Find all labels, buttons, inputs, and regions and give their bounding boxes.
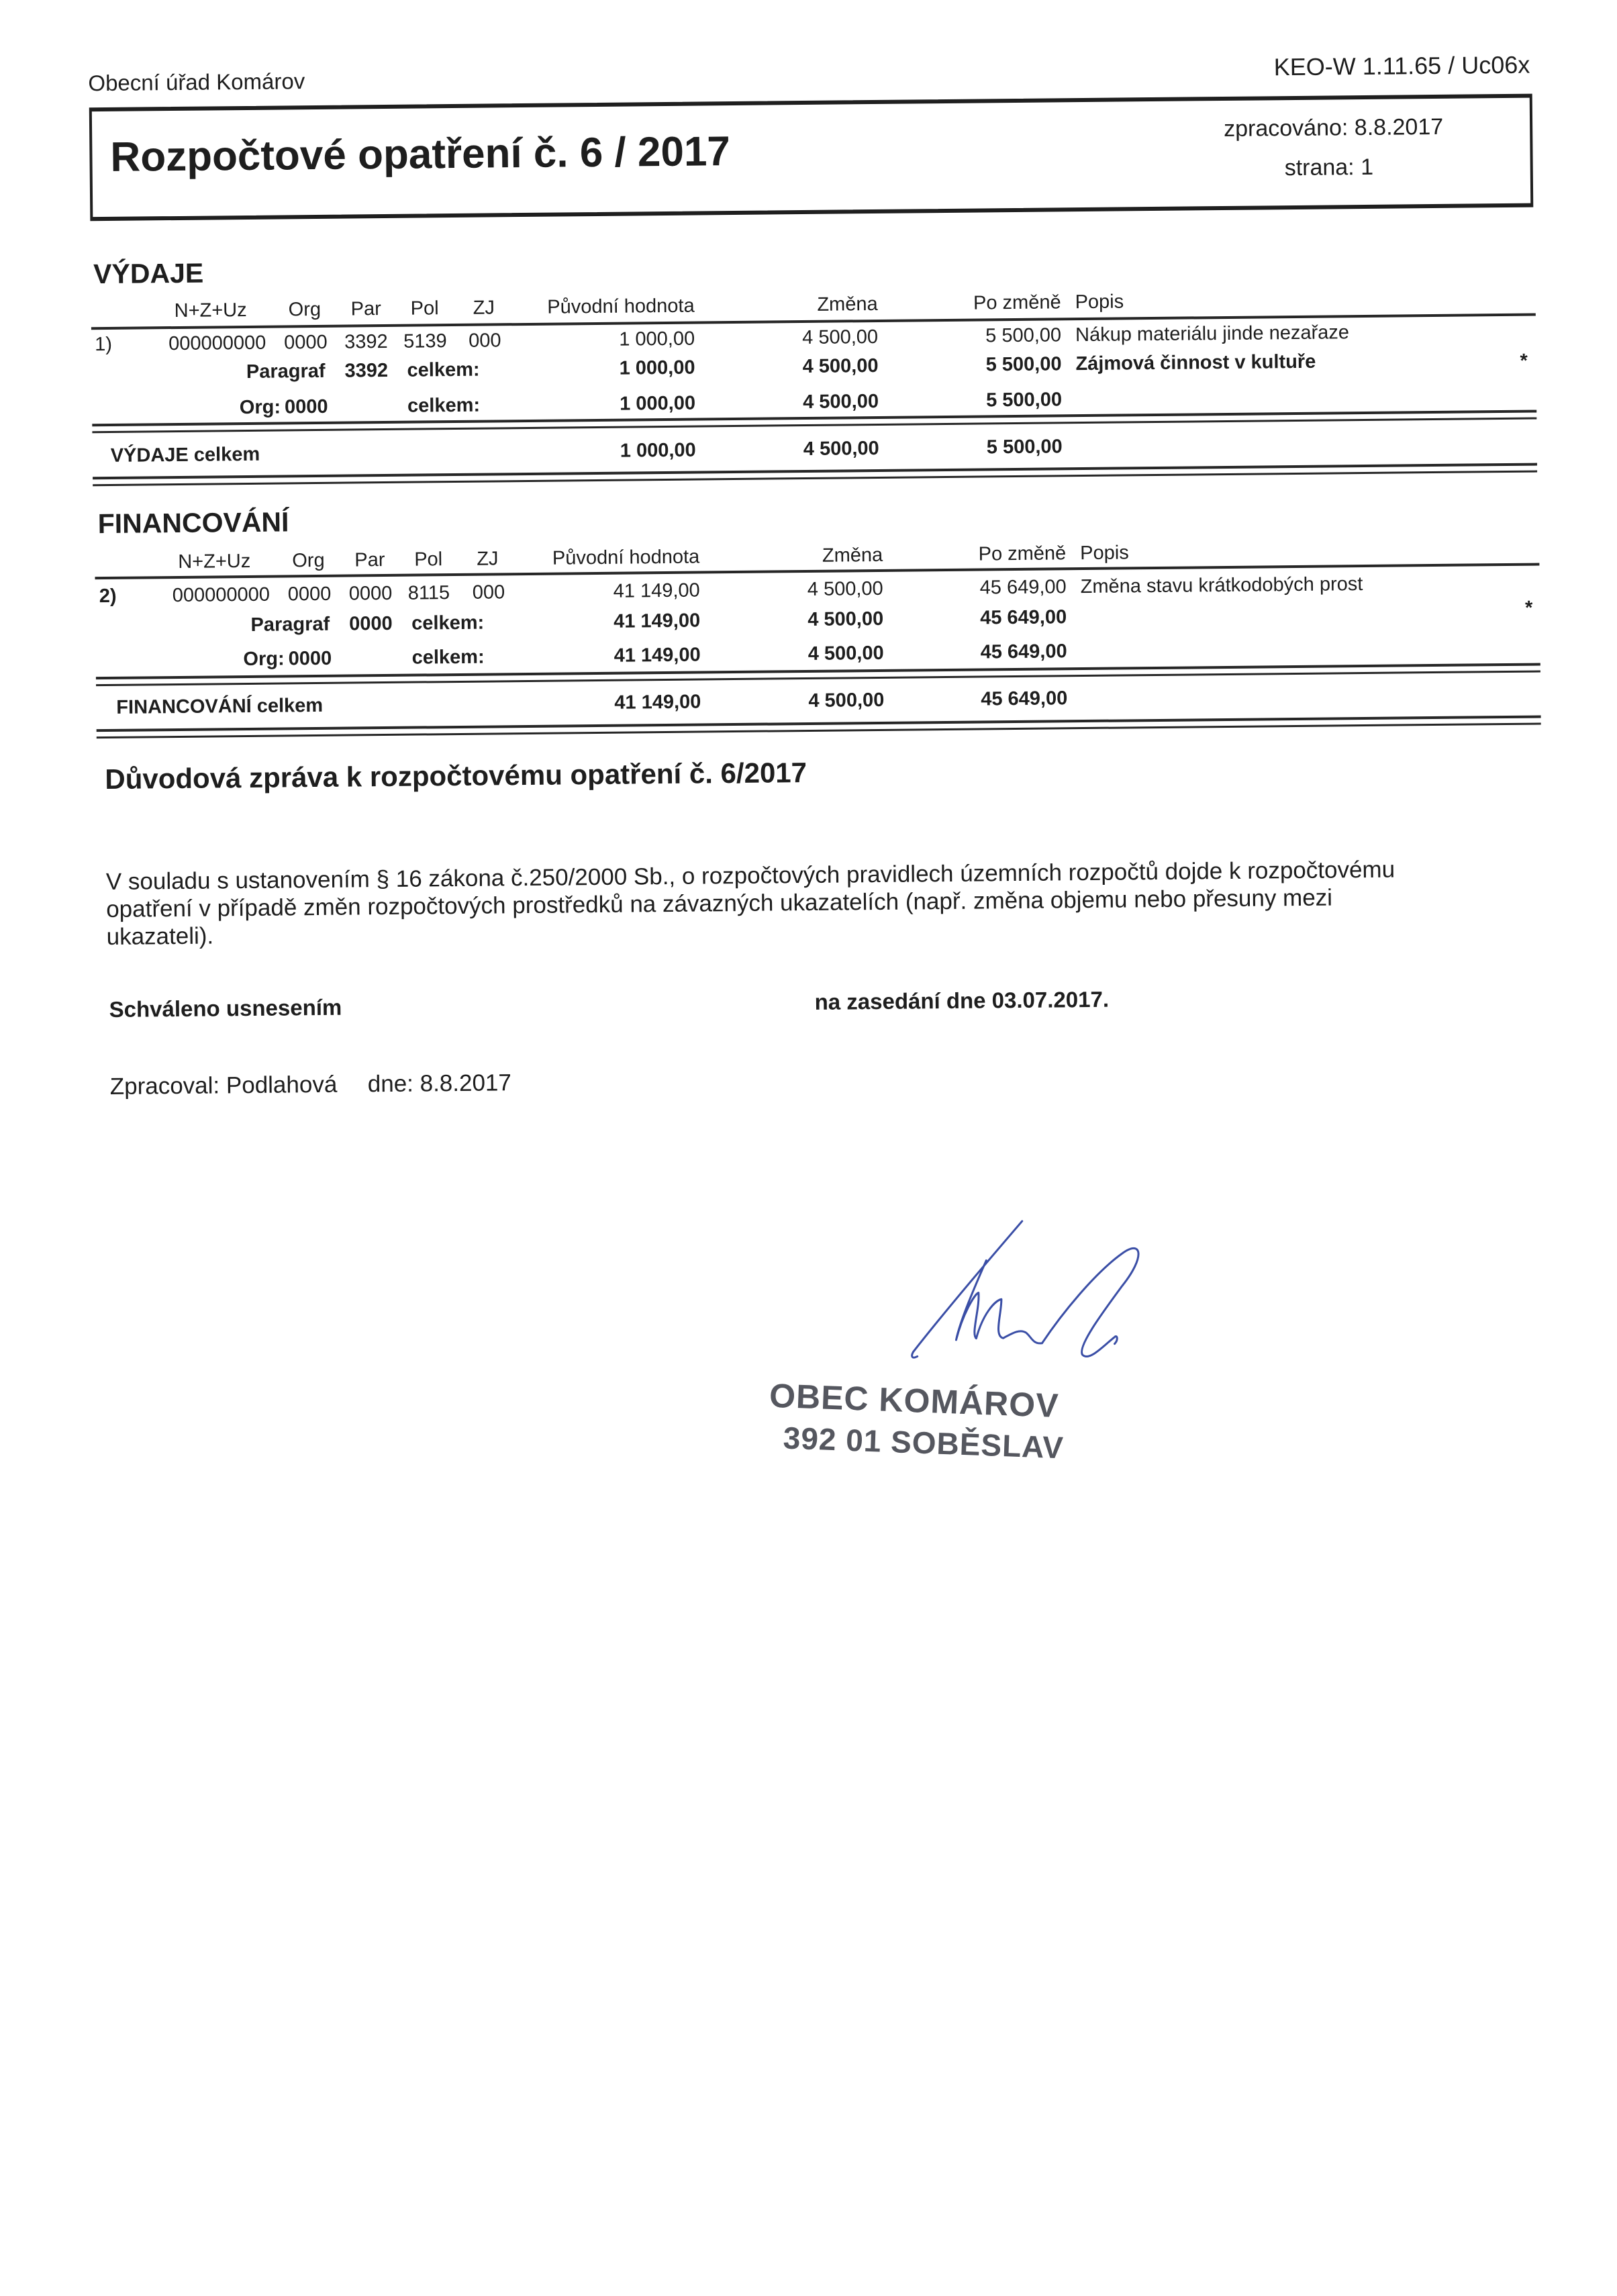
col-after: Po změně <box>973 291 1061 314</box>
meeting-date: na zasedání dne 03.07.2017. <box>814 986 1110 1014</box>
row-index: 1) <box>95 333 113 356</box>
end-rule-bottom <box>97 722 1541 738</box>
processed-date: 8.8.2017 <box>1354 113 1444 141</box>
org-change: 4 500,00 <box>807 642 884 665</box>
paragraf-change: 4 500,00 <box>807 608 884 630</box>
col-par: Par <box>354 549 385 571</box>
org-label: Org: <box>243 648 285 671</box>
signature <box>900 1211 1197 1375</box>
paragraf-after: 5 500,00 <box>985 353 1062 376</box>
org-code: 0000 <box>288 647 332 670</box>
paragraf-description: Zájmová činnost v kultuře <box>1075 350 1316 375</box>
grand-total-change: 4 500,00 <box>803 437 879 461</box>
col-zj: ZJ <box>477 548 499 570</box>
processed-label: zpracováno: <box>1223 115 1349 142</box>
prepared-date-label: dne: <box>367 1070 414 1098</box>
row-par: 3392 <box>344 330 388 353</box>
org-celkem: celkem: <box>407 394 481 417</box>
col-nzuz: N+Z+Uz <box>174 299 247 322</box>
grand-total-label: FINANCOVÁNÍ celkem <box>116 694 324 718</box>
section-title-vydaje: VÝDAJE <box>93 257 204 290</box>
stamp-line-2: 392 01 SOBĚSLAV <box>782 1420 1065 1466</box>
row-after: 5 500,00 <box>985 324 1062 347</box>
grand-total-label: VÝDAJE celkem <box>110 443 260 467</box>
paragraf-original: 1 000,00 <box>619 356 695 379</box>
prepared-by-name: Podlahová <box>226 1071 338 1099</box>
org-change: 4 500,00 <box>802 390 879 414</box>
col-after: Po změně <box>978 542 1067 565</box>
paragraf-change: 4 500,00 <box>802 354 879 378</box>
grand-total-original: 41 149,00 <box>614 691 701 714</box>
stamp-line-1: OBEC KOMÁROV <box>769 1376 1060 1425</box>
row-nzuz: 000000000 <box>172 583 271 607</box>
org-original: 41 149,00 <box>614 644 701 667</box>
paragraph-line: opatření v případě změn rozpočtových prostředků na závazných ukazatelích (např. změna objemu nebo přesuny mezi <box>106 884 1333 923</box>
row-description: Nákup materiálu jinde nezařaze <box>1075 322 1350 346</box>
page-title: Rozpočtové opatření č. 6 / 2017 <box>110 128 731 181</box>
col-org: Org <box>292 549 325 572</box>
col-original: Původní hodnota <box>552 546 700 569</box>
col-description: Popis <box>1075 291 1124 314</box>
paragraph-line: V souladu s ustanovením § 16 zákona č.250/2000 Sb., o rozpočtových pravidlech územních rozpočtů dojde k rozpočtovému <box>105 856 1395 896</box>
row-org: 0000 <box>283 331 328 354</box>
software-version: KEO-W 1.11.65 / Uc06x <box>1273 50 1530 81</box>
approved-label: Schváleno usnesením <box>109 994 342 1022</box>
page-info <box>1285 156 1374 179</box>
prepared-date: 8.8.2017 <box>420 1069 512 1097</box>
col-pol: Pol <box>414 548 443 571</box>
org-code: 0000 <box>284 395 328 418</box>
prepared-by <box>110 1071 511 1098</box>
paragraf-code: 3392 <box>344 359 389 382</box>
row-par: 0000 <box>348 582 393 605</box>
row-org: 0000 <box>287 583 332 606</box>
total-rule-bottom <box>96 671 1540 687</box>
total-rule-bottom <box>92 418 1536 434</box>
row-change: 4 500,00 <box>802 326 879 349</box>
org-celkem: celkem: <box>411 646 485 669</box>
paragraf-celkem: celkem: <box>407 358 480 381</box>
row-description: Změna stavu krátkodobých prost <box>1080 573 1363 598</box>
page-label: strana: <box>1284 154 1355 181</box>
prepared-by-label: Zpracoval: <box>109 1072 220 1100</box>
row-index: 2) <box>99 585 117 608</box>
org-after: 5 500,00 <box>985 389 1063 412</box>
paragraph-line: ukazateli). <box>106 922 214 951</box>
col-par: Par <box>350 298 381 320</box>
row-original: 1 000,00 <box>619 328 695 350</box>
grand-total-original: 1 000,00 <box>620 439 696 462</box>
grand-total-after: 5 500,00 <box>986 436 1063 459</box>
paragraf-after: 45 649,00 <box>979 606 1067 629</box>
paragraf-original: 41 149,00 <box>613 610 701 632</box>
org-original: 1 000,00 <box>619 392 696 415</box>
col-org: Org <box>288 298 322 321</box>
paragraf-label: Paragraf <box>250 613 330 636</box>
col-description: Popis <box>1080 542 1129 565</box>
row-zj: 000 <box>472 581 505 604</box>
paragraf-label: Paragraf <box>246 360 326 383</box>
row-pol: 5139 <box>403 330 447 352</box>
asterisk-marker: * <box>1524 597 1533 619</box>
row-change: 4 500,00 <box>807 577 883 600</box>
row-after: 45 649,00 <box>979 576 1067 599</box>
processed-info <box>1224 115 1443 140</box>
asterisk-marker: * <box>1520 350 1528 372</box>
office-name: Obecní úřad Komárov <box>88 68 305 96</box>
end-rule-bottom <box>93 471 1537 487</box>
org-after: 45 649,00 <box>980 640 1067 663</box>
row-nzuz: 000000000 <box>168 332 266 355</box>
row-pol: 8115 <box>407 582 450 604</box>
grand-total-after: 45 649,00 <box>981 687 1068 710</box>
col-change: Změna <box>817 293 878 316</box>
col-zj: ZJ <box>473 297 495 319</box>
report-title: Důvodová zpráva k rozpočtovému opatření č. 6/2017 <box>105 757 807 796</box>
row-original: 41 149,00 <box>613 579 700 602</box>
col-pol: Pol <box>410 297 439 320</box>
section-title-financovani: FINANCOVÁNÍ <box>97 506 289 540</box>
row-zj: 000 <box>468 330 501 352</box>
grand-total-change: 4 500,00 <box>808 689 885 712</box>
paragraf-celkem: celkem: <box>411 612 485 634</box>
org-label: Org: <box>239 396 281 419</box>
col-change: Změna <box>822 544 883 567</box>
page-number: 1 <box>1360 154 1374 181</box>
col-original: Původní hodnota <box>547 295 695 318</box>
paragraf-code: 0000 <box>349 612 393 635</box>
col-nzuz: N+Z+Uz <box>178 550 251 573</box>
